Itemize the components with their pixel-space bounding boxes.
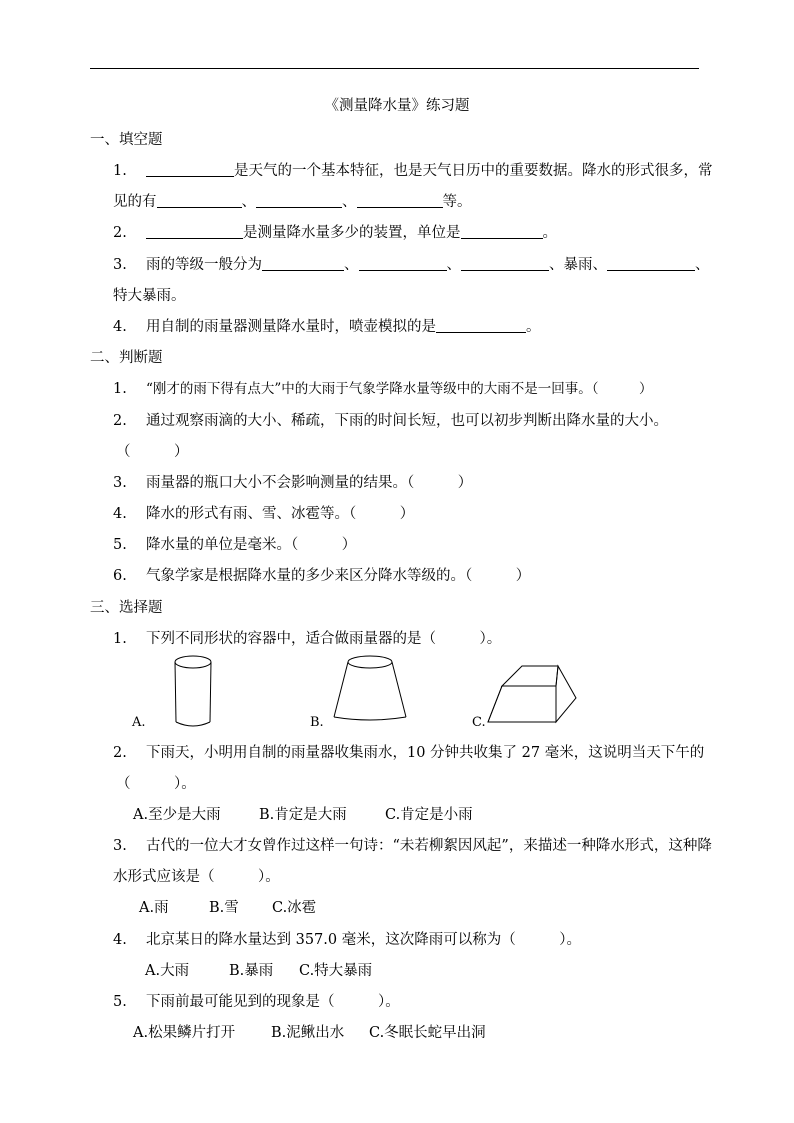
answer-blank[interactable] — [262, 256, 344, 271]
option-b[interactable]: B.雪 — [209, 900, 239, 916]
mc-q3-options — [139, 896, 316, 917]
page-title: 《测量降水量》练习题 — [324, 98, 470, 114]
option-c-label[interactable]: C. — [472, 715, 486, 730]
mc-q5-options — [133, 1021, 486, 1042]
tf-item-6: 6. 气象学家是根据降水量的多少来区分降水等级的。（ ） — [113, 568, 531, 584]
fill-q3-line1: 3. 雨的等级一般分为 、 、 、暴雨、 、 — [113, 257, 710, 273]
option-b[interactable]: B.肯定是大雨 — [259, 807, 347, 823]
cylinder-container-figure — [168, 654, 218, 730]
prism-container-figure — [486, 660, 578, 728]
fill-q1-line1: 1. 是天气的一个基本特征，也是天气日历中的重要数据。降水的形式很多，常 — [113, 163, 713, 179]
tf-item-4: 4. 降水的形式有雨、雪、冰雹等。（ ） — [113, 506, 415, 522]
answer-blank[interactable] — [359, 256, 447, 271]
answer-blank[interactable] — [436, 318, 526, 333]
answer-blank[interactable] — [146, 224, 243, 239]
mc-q3: 3. 古代的一位大才女曾作过这样一句诗：“未若柳絮因风起”，来描述一种降水形式，这种降 — [113, 838, 712, 854]
mc-q4-options — [145, 959, 372, 980]
option-a[interactable]: A.至少是大雨 — [133, 807, 221, 823]
fill-q3-line2: 特大暴雨。 — [113, 288, 186, 304]
option-a[interactable]: A.雨 — [139, 900, 169, 916]
option-c[interactable]: C.特大暴雨 — [299, 963, 373, 979]
option-c[interactable]: C.冬眠长蛇早出洞 — [369, 1025, 486, 1041]
tf-item-1: 1. “刚才的雨下得有点大”中的大雨于气象学降水量等级中的大雨不是一回事。（ ） — [113, 381, 653, 397]
option-a[interactable]: A.大雨 — [145, 963, 190, 979]
top-rule — [90, 68, 699, 69]
answer-blank[interactable] — [607, 256, 695, 271]
option-b-label[interactable]: B. — [310, 715, 324, 730]
answer-blank[interactable] — [461, 224, 543, 239]
section-fill-in-heading: 一、填空题 — [90, 132, 163, 148]
mc-q4: 4. 北京某日的降水量达到 357.0 毫米，这次降雨可以称为（ ）。 — [113, 932, 581, 948]
option-b[interactable]: B.泥鳅出水 — [271, 1025, 345, 1041]
option-b[interactable]: B.暴雨 — [229, 963, 274, 979]
fill-q2: 2. 是测量降水量多少的装置，单位是 。 — [113, 225, 557, 241]
tf-item-3: 3. 雨量器的瓶口大小不会影响测量的结果。（ ） — [113, 475, 473, 491]
fill-q1-line2: 见的有 、 、 等。 — [113, 194, 472, 210]
mc-q5: 5. 下雨前最可能见到的现象是（ ）。 — [113, 994, 400, 1010]
mc-q2-options — [133, 803, 473, 824]
answer-blank[interactable] — [157, 193, 242, 208]
answer-blank[interactable] — [357, 193, 443, 208]
fill-q4: 4. 用自制的雨量器测量降水量时，喷壶模拟的是 。 — [113, 319, 541, 335]
mc-q2-paren[interactable]: （ ）。 — [116, 776, 196, 792]
tf-item-2-paren[interactable]: （ ） — [116, 444, 189, 460]
tf-item-2: 2. 通过观察雨滴的大小、稀疏，下雨的时间长短，也可以初步判断出降水量的大小。 — [113, 413, 668, 429]
section-choice-heading: 三、选择题 — [90, 600, 163, 616]
section-true-false-heading: 二、判断题 — [90, 350, 163, 366]
tf-item-5: 5. 降水量的单位是毫米。（ ） — [113, 537, 357, 553]
answer-blank[interactable] — [461, 256, 549, 271]
option-c[interactable]: C.肯定是小雨 — [385, 807, 473, 823]
option-c[interactable]: C.冰雹 — [272, 900, 317, 916]
mc-q1: 1. 下列不同形状的容器中，适合做雨量器的是（ ）。 — [113, 631, 502, 647]
answer-blank[interactable] — [146, 162, 234, 177]
option-a[interactable]: A.松果鳞片打开 — [133, 1025, 236, 1041]
trapezoid-container-figure — [330, 653, 410, 723]
mc-q2: 2. 下雨天，小明用自制的雨量器收集雨水，10 分钟共收集了 27 毫米，这说明当天下午的 — [113, 745, 705, 761]
mc-q3-line2[interactable]: 水形式应该是（ ）。 — [113, 869, 280, 885]
option-a-label[interactable]: A. — [132, 715, 146, 730]
answer-blank[interactable] — [256, 193, 342, 208]
